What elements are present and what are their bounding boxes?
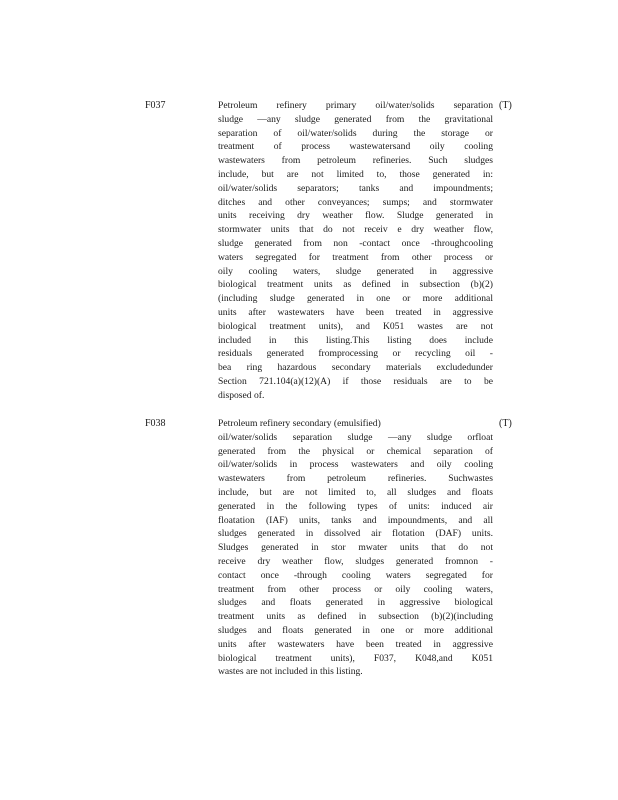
description-line: treatment units as defined in subsection (b)(2)(including: [218, 611, 493, 623]
description-line: generated from the physical or chemical separation of: [218, 445, 493, 457]
description-line: units receiving dry weather flow. Sludge generated in: [218, 210, 493, 222]
waste-code: F037: [145, 100, 166, 111]
waste-code: F038: [145, 418, 166, 429]
description-line: biological treatment units as defined in subsection (b)(2): [218, 279, 493, 291]
description-line: include, but are not limited to, those generated in:: [218, 168, 493, 180]
description-line: Petroleum refinery primary oil/water/solids separation: [218, 100, 493, 111]
description-line: bea ring hazardous secondary materials excludedunder: [218, 362, 493, 374]
description-line: disposed of.: [218, 389, 265, 401]
description-line: oil/water/solids separation sludge —any sludge orfloat: [218, 431, 493, 443]
description-line: oil/water/solids separators; tanks and impoundments;: [218, 182, 493, 194]
description-line: generated in the following types of units: induced air: [218, 500, 493, 512]
description-line: wastewaters from petroleum refineries. Such sludges: [218, 155, 493, 167]
description-line: included in this listing.This listing does include: [218, 334, 493, 346]
description-line: treatment from other process or oily cooling waters,: [218, 583, 493, 595]
description-line: biological treatment units), and K051 wastes are not: [218, 320, 493, 332]
hazard-code: (T): [499, 100, 512, 111]
description-line: Petroleum refinery secondary (emulsified): [218, 418, 381, 429]
description-line: units after wastewaters have been treated in aggressive: [218, 306, 493, 318]
description-line: Section 721.104(a)(12)(A) if those residuals are to be: [218, 375, 493, 387]
description-line: residuals generated fromprocessing or recycling oil -: [218, 348, 493, 360]
description-line: biological treatment units), F037, K048,and K051: [218, 652, 493, 664]
description-line: receive dry weather flow, sludges generated fromnon -: [218, 555, 493, 567]
waste-description: [218, 99, 493, 403]
description-line: floatation (IAF) units, tanks and impoundments, and all: [218, 514, 493, 526]
description-line: (including sludge generated in one or more additional: [218, 293, 493, 305]
description-line: oil/water/solids in process wastewaters and oily cooling: [218, 459, 493, 471]
description-line: wastewaters from petroleum refineries. Suchwastes: [218, 473, 493, 485]
description-line: separation of oil/water/solids during the storage or: [218, 127, 493, 139]
description-line: stormwater units that do not receiv e dry weather flow,: [218, 224, 493, 236]
description-line: Sludges generated in stor mwater units that do not: [218, 542, 493, 554]
description-line: ditches and other conveyances; sumps; and stormwater: [218, 196, 493, 208]
description-line: wastes are not included in this listing.: [218, 666, 363, 678]
description-line: units after wastewaters have been treated in aggressive: [218, 638, 493, 650]
description-line: waters segregated for treatment from other process or: [218, 251, 493, 263]
description-line: oily cooling waters, sludge generated in aggressive: [218, 265, 493, 277]
description-line: contact once -through cooling waters segregated for: [218, 569, 493, 581]
description-line: treatment of process wastewatersand oily cooling: [218, 141, 493, 153]
waste-description: [218, 417, 493, 679]
hazard-code: (T): [499, 418, 512, 429]
description-line: sludges and floats generated in one or more additional: [218, 624, 493, 636]
description-line: sludges and floats generated in aggressive biological: [218, 597, 493, 609]
description-line: sludges generated in dissolved air flotation (DAF) units.: [218, 528, 493, 540]
description-line: sludge —any sludge generated from the gravitational: [218, 113, 493, 125]
description-line: include, but are not limited to, all sludges and floats: [218, 486, 493, 498]
description-line: sludge generated from non -contact once -throughcooling: [218, 237, 493, 249]
